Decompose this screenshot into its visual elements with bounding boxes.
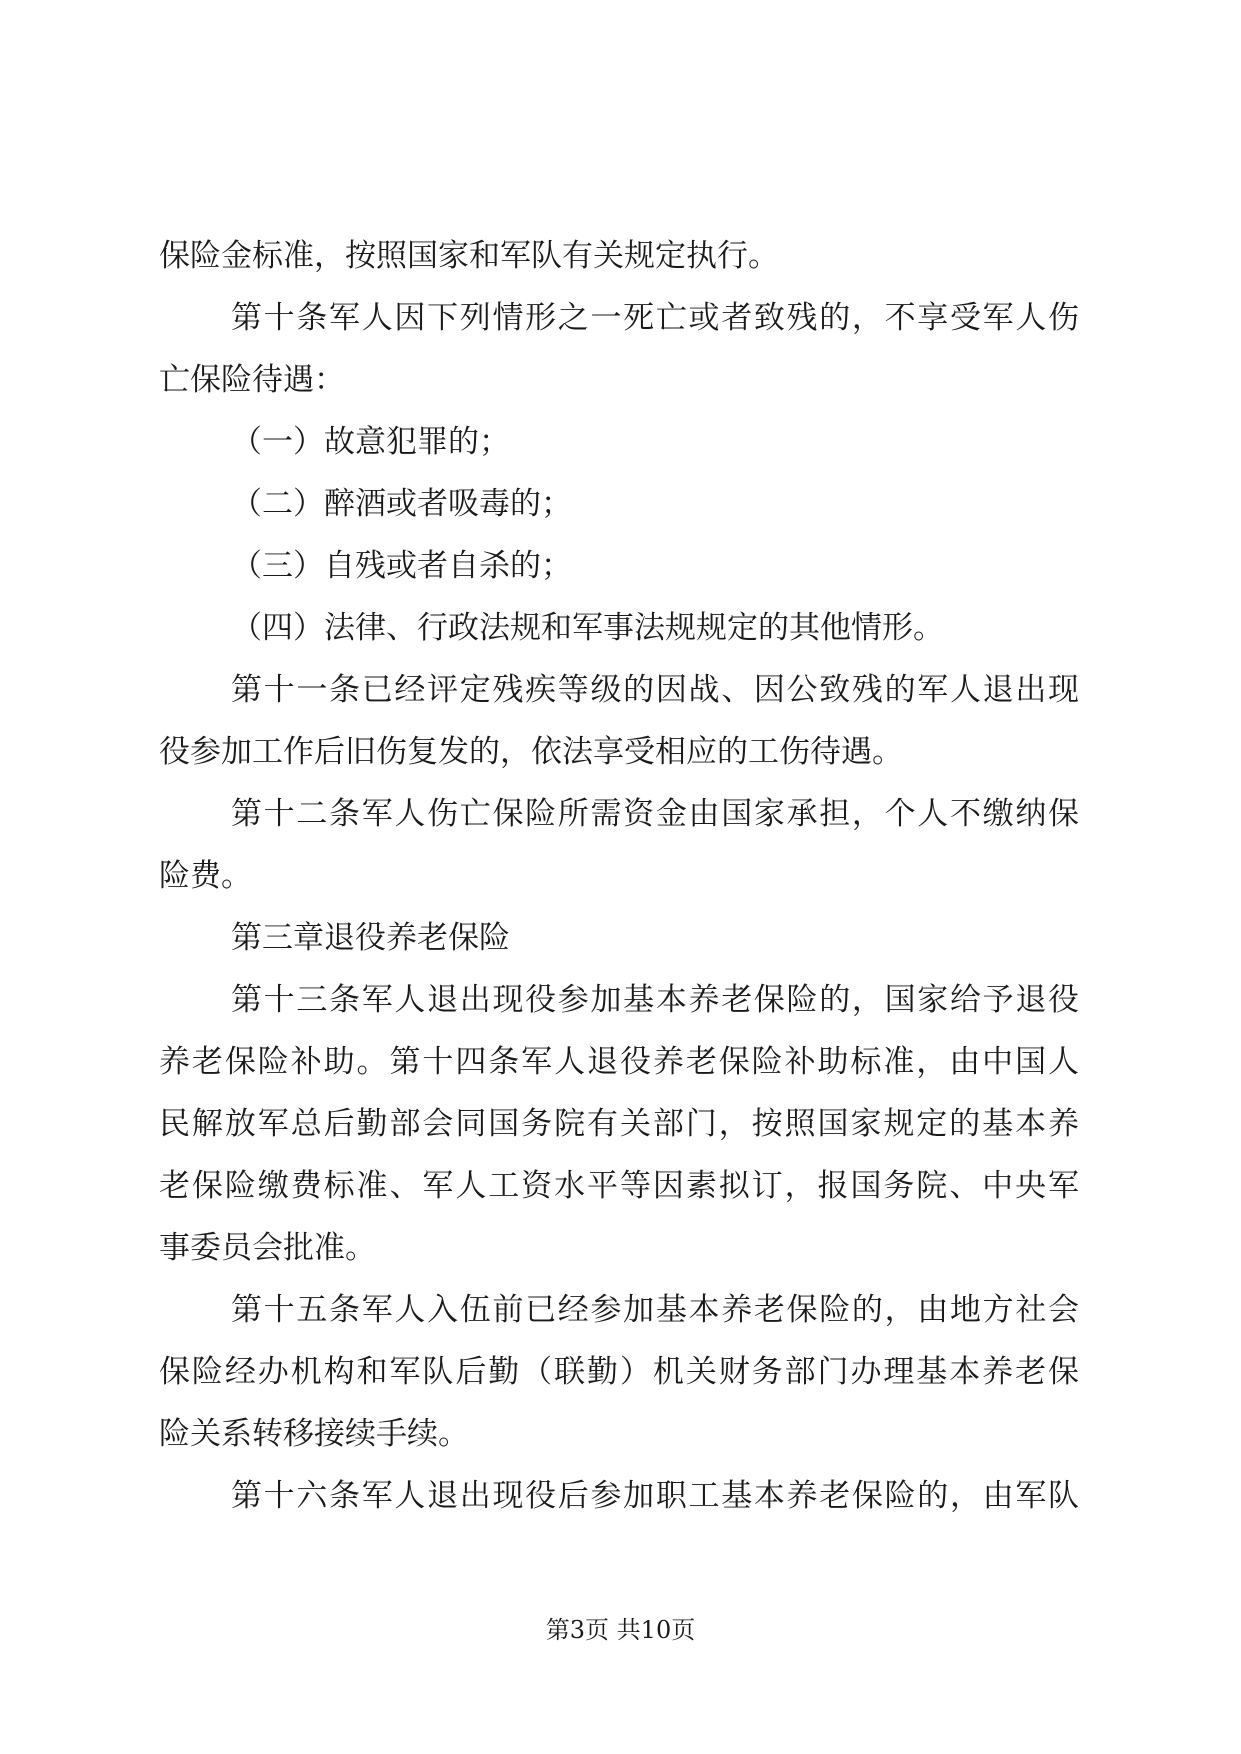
text-line: （四）法律、行政法规和军事法规规定的其他情形。 (231, 610, 944, 646)
text-line: 险费。 (159, 858, 252, 894)
text-line: 第十五条军人入伍前已经参加基本养老保险的，由地方社会 (231, 1292, 1079, 1328)
text-line: 第十二条军人伤亡保险所需资金由国家承担，个人不缴纳保 (231, 796, 1079, 832)
text-line: 第十六条军人退出现役后参加职工基本养老保险的，由军队 (231, 1478, 1079, 1514)
text-line: （二）醉酒或者吸毒的； (231, 486, 572, 522)
text-line: 事委员会批准。 (159, 1230, 376, 1266)
text-line: 保险经办机构和军队后勤（联勤）机关财务部门办理基本养老保 (159, 1354, 1079, 1390)
page-number-footer: 第3页 共10页 (545, 1616, 696, 1644)
text-line: 险关系转移接续手续。 (159, 1416, 469, 1452)
document-body (159, 225, 1079, 1527)
text-line: 第十一条已经评定残疾等级的因战、因公致残的军人退出现 (231, 672, 1079, 708)
text-line: （一）故意犯罪的； (231, 424, 510, 460)
text-line: 亡保险待遇： (159, 362, 345, 398)
text-line: 第十条军人因下列情形之一死亡或者致残的，不享受军人伤 (231, 300, 1079, 336)
text-line: 民解放军总后勤部会同国务院有关部门，按照国家规定的基本养 (159, 1106, 1079, 1142)
text-line: 第十三条军人退出现役参加基本养老保险的，国家给予退役 (231, 982, 1079, 1018)
text-line: （三）自残或者自杀的； (231, 548, 572, 584)
text-line: 养老保险补助。第十四条军人退役养老保险补助标准，由中国人 (159, 1044, 1079, 1080)
text-line: 役参加工作后旧伤复发的，依法享受相应的工伤待遇。 (159, 734, 903, 770)
text-line: 第三章退役养老保险 (231, 920, 510, 956)
text-line: 老保险缴费标准、军人工资水平等因素拟订，报国务院、中央军 (159, 1168, 1079, 1204)
text-line: 保险金标准，按照国家和军队有关规定执行。 (159, 238, 779, 274)
